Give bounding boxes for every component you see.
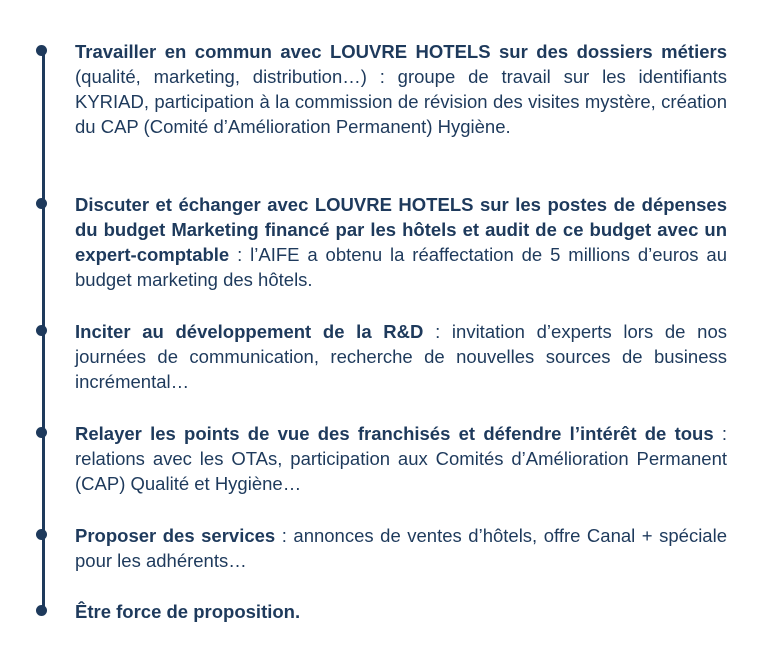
item-heading: Travailler en commun avec LOUVRE HOTELS sur des dossiers métiers bbox=[75, 41, 727, 62]
item-heading: Discuter et échanger avec LOUVRE HOTELS sur les postes de dépenses du budget Marketing financé par les hôtels et audit de ce budget avec un expert-comptable bbox=[75, 194, 727, 265]
list-item bbox=[75, 319, 727, 394]
item-text: (qualité, marketing, distribution…) : groupe de travail sur les identifiants KYRIAD, participation à la commission de révision des visites mystère, création du CAP (Comité d’Amélioration Permanent) Hygiène. bbox=[75, 66, 727, 137]
list-item bbox=[75, 421, 727, 496]
list-item bbox=[75, 39, 727, 139]
item-heading: Inciter au développement de la R&D bbox=[75, 321, 424, 342]
item-heading: Proposer des services bbox=[75, 525, 276, 546]
bullet-dot-icon bbox=[36, 605, 47, 616]
item-text: : annonces de ventes d’hôtels, offre Canal + spéciale pour les adhérents… bbox=[75, 525, 727, 571]
list-item bbox=[75, 523, 727, 573]
item-text: : relations avec les OTAs, participation aux Comités d’Amélioration Permanent (CAP) Qualité et Hygiène… bbox=[75, 423, 728, 494]
bullet-dot-icon bbox=[36, 427, 47, 438]
bullet-dot-icon bbox=[36, 45, 47, 56]
bullet-dot-icon bbox=[36, 325, 47, 336]
item-heading: Relayer les points de vue des franchisés et défendre l’intérêt de tous bbox=[75, 423, 714, 444]
list-item bbox=[75, 192, 727, 292]
bullet-dot-icon bbox=[36, 198, 47, 209]
item-heading: Être force de proposition. bbox=[75, 601, 301, 622]
bullet-dot-icon bbox=[36, 529, 47, 540]
item-text: : l’AIFE a obtenu la réaffectation de 5 millions d’euros au budget marketing des hôtels. bbox=[75, 244, 727, 290]
list-item bbox=[75, 599, 727, 624]
item-text: : invitation d’experts lors de nos journées de communication, recherche de nouvelles sources de business incrémental… bbox=[75, 321, 727, 392]
